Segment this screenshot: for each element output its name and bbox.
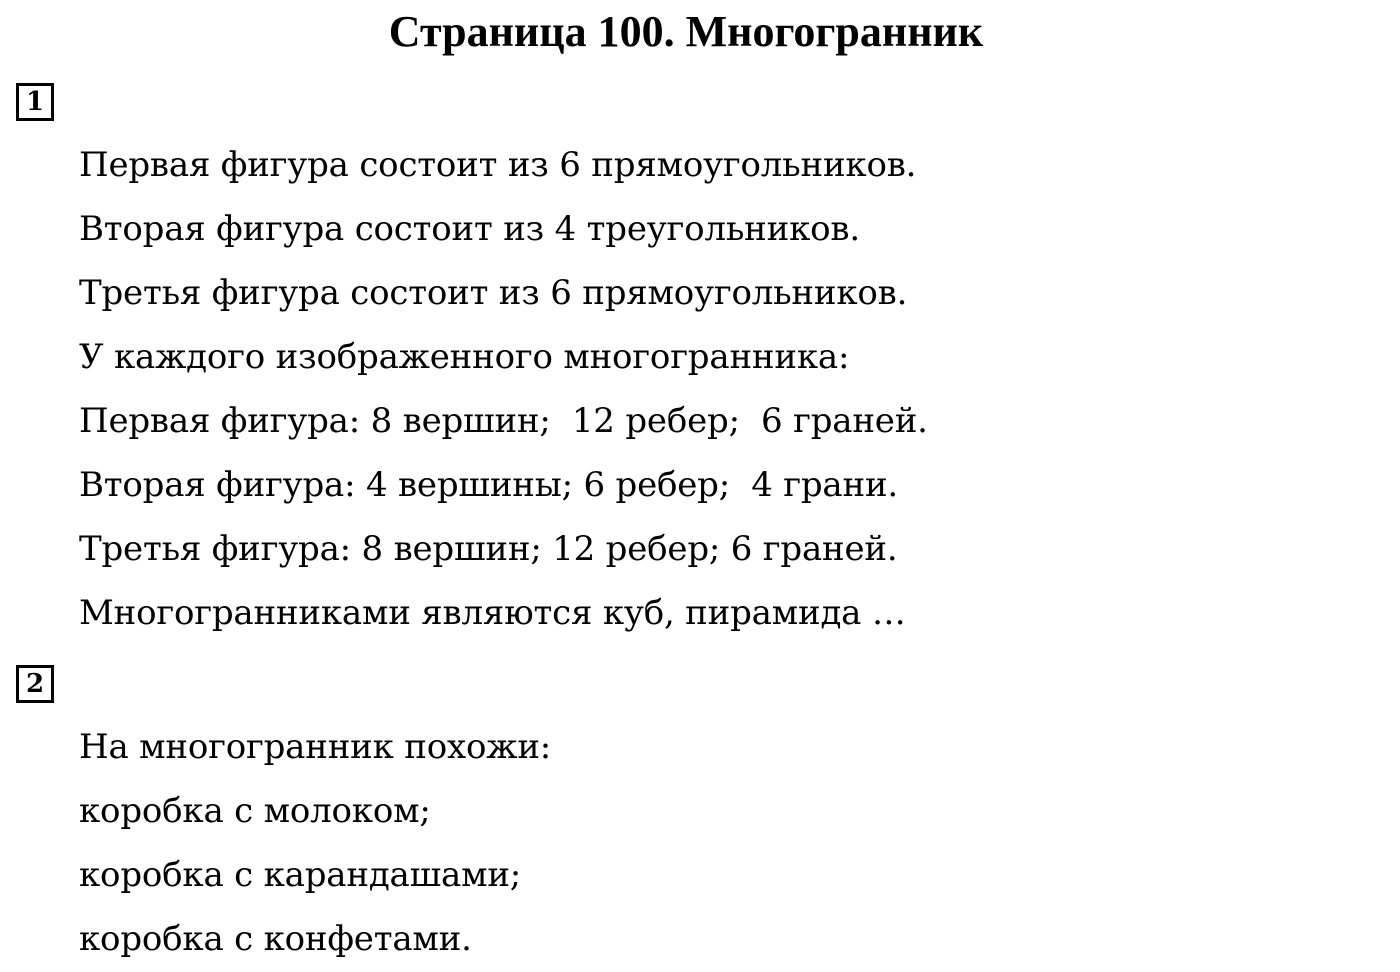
answer-line: Вторая фигура состоит из 4 треугольников. [79,209,860,249]
answer-line: коробка с карандашами; [79,855,522,895]
answer-line: На многогранник похожи: [79,727,552,767]
answer-line: Вторая фигура: 4 вершины; 6 ребер; 4 грани. [79,465,899,505]
answer-line: Первая фигура состоит из 6 прямоугольников. [79,145,917,185]
answer-line: Первая фигура: 8 вершин; 12 ребер; 6 граней. [79,401,928,441]
page-title: Страница 100. Многогранник [388,7,984,56]
answer-line: Третья фигура состоит из 6 прямоугольников. [79,273,908,313]
answer-line: Многогранниками являются куб, пирамида … [79,593,906,633]
task-number-badge: 2 [16,665,54,703]
answer-line: коробка с конфетами. [79,919,472,959]
answer-line: У каждого изображенного многогранника: [79,337,850,377]
task-number-badge: 1 [16,83,54,121]
answer-line: Третья фигура: 8 вершин; 12 ребер; 6 граней. [79,529,898,569]
answer-line: коробка с молоком; [79,791,431,831]
